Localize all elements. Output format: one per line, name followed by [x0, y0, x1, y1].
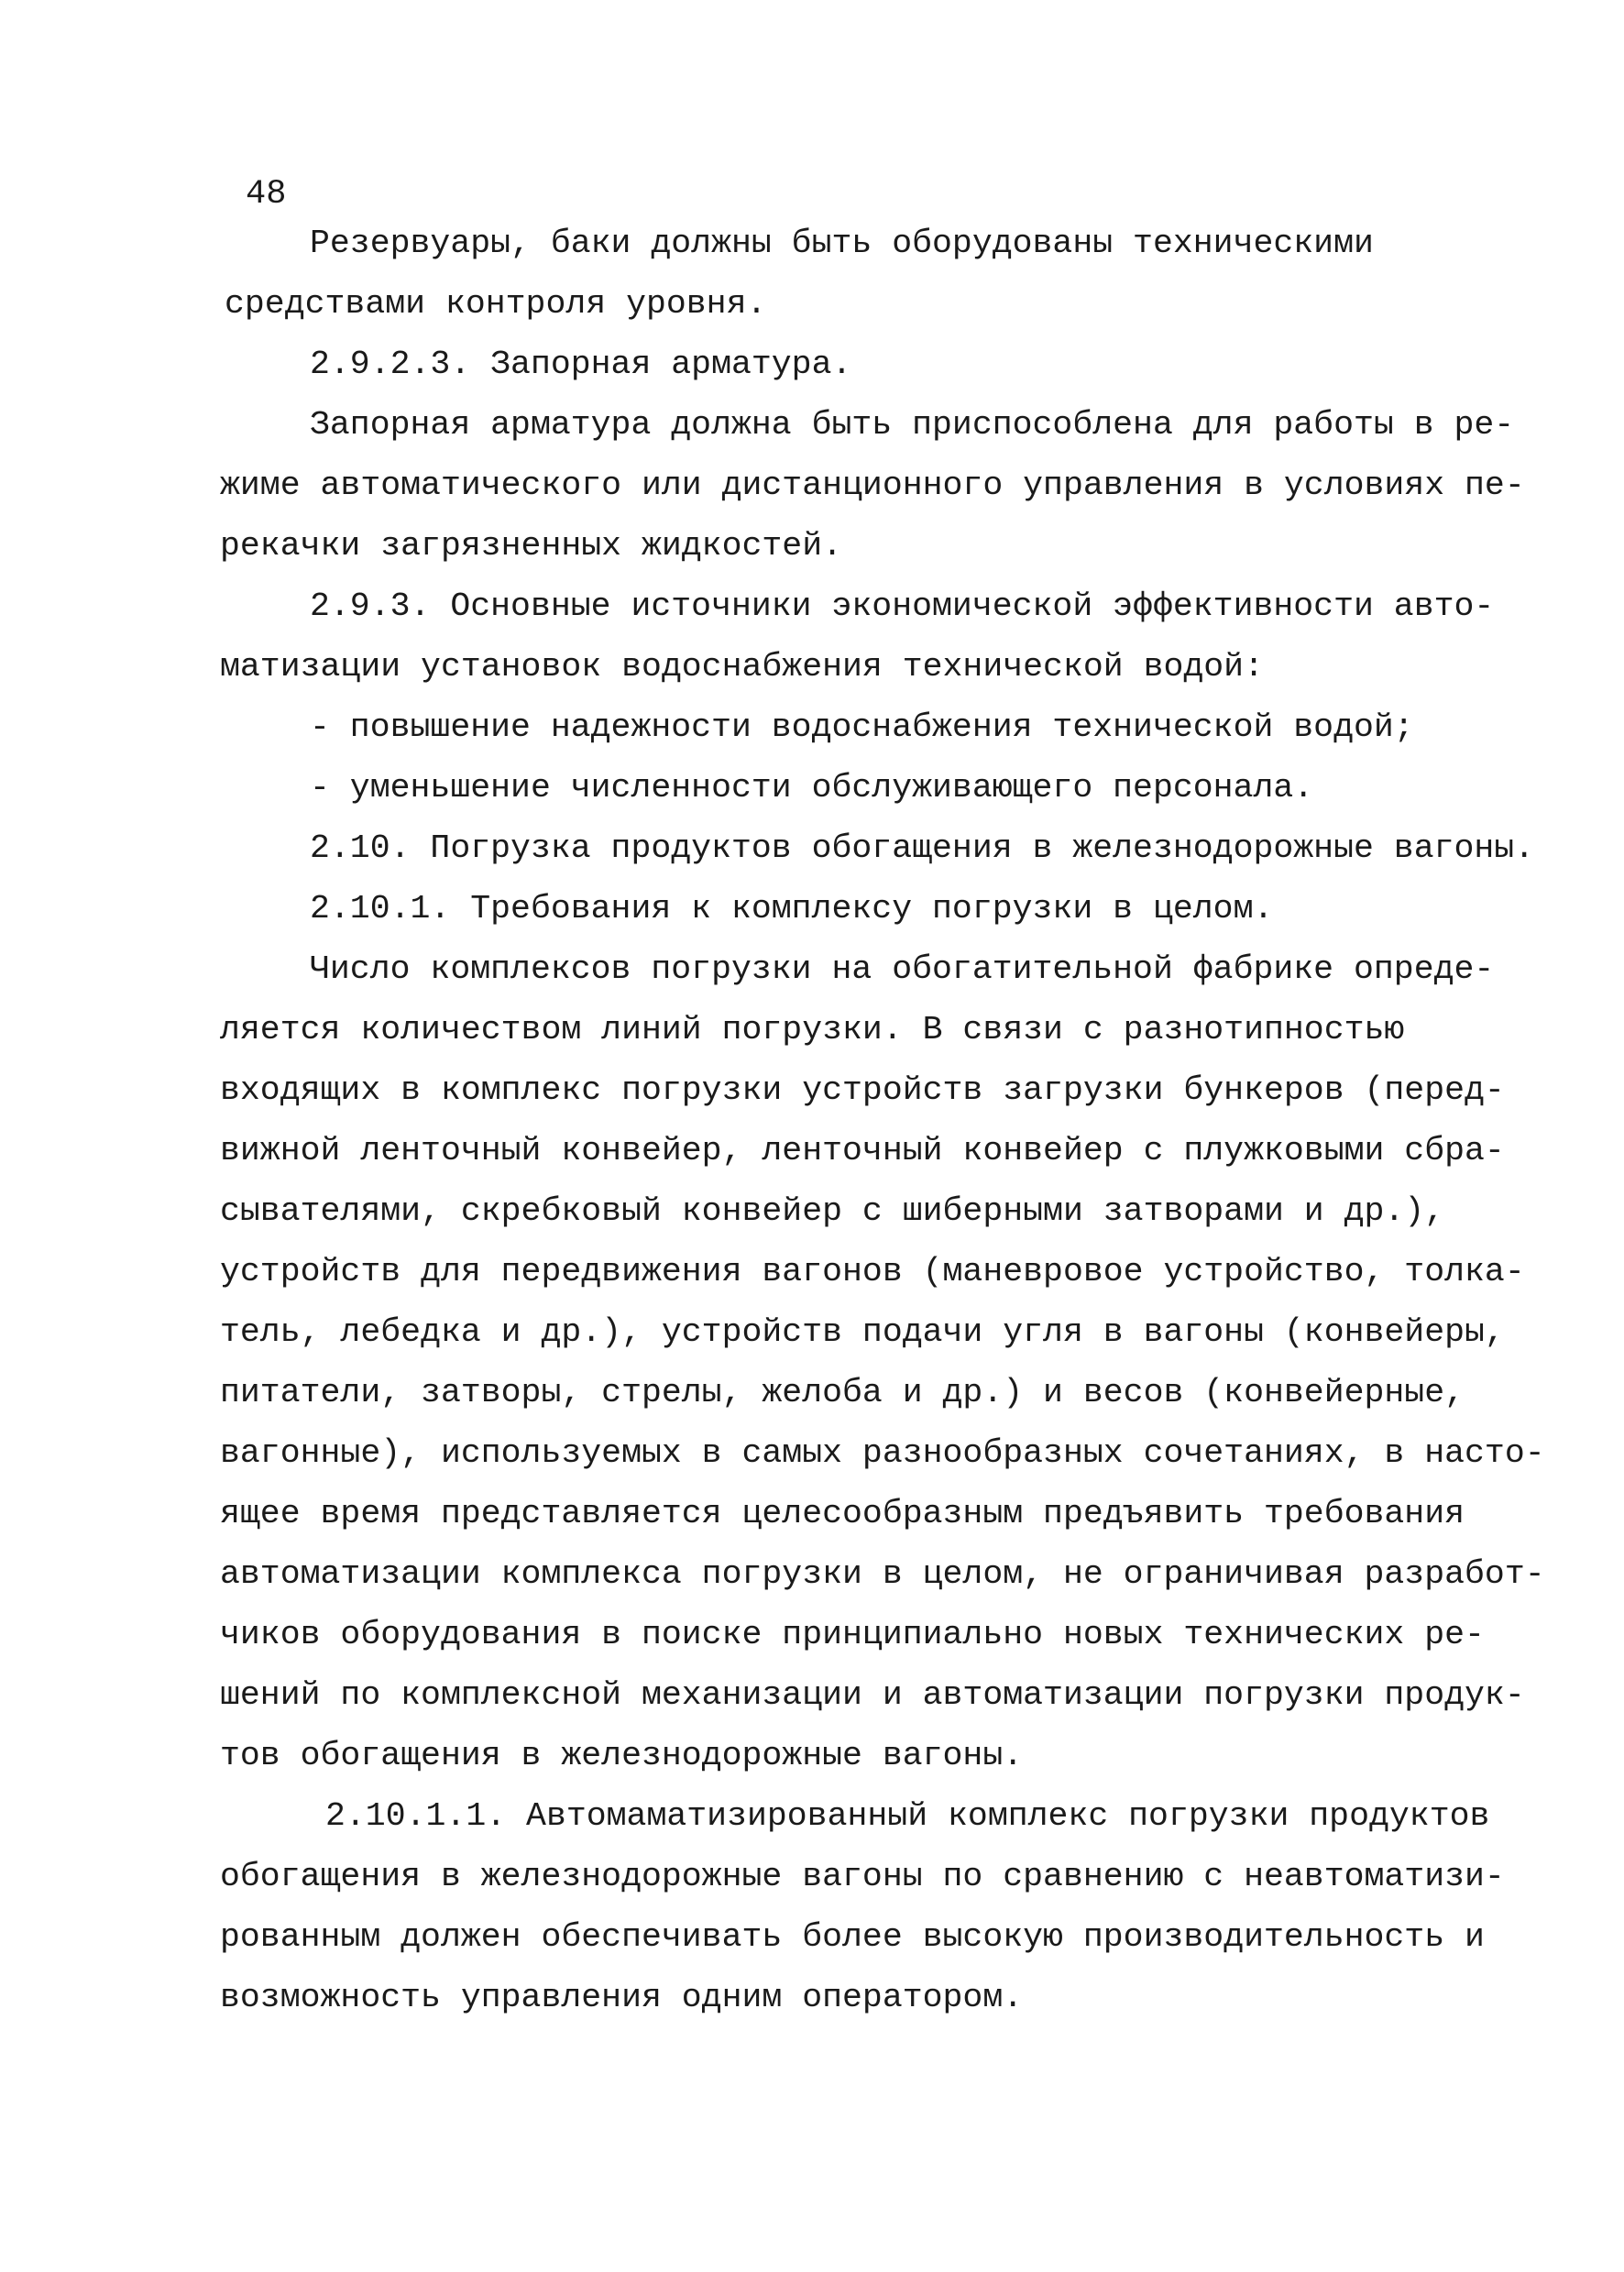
- text-line-28: обогащения в железнодорожные вагоны по сравнению с неавтоматизи-: [220, 1858, 1505, 1895]
- text-line-5: жиме автоматического или дистанционного управления в условиях пе-: [220, 466, 1525, 504]
- text-line-4: Запорная арматура должна быть приспособлена для работы в ре-: [310, 406, 1515, 444]
- section-heading-2-10-1: 2.10.1. Требования к комплексу погрузки в целом.: [310, 890, 1274, 927]
- text-line-1: Резервуары, баки должны быть оборудованы техническими: [310, 225, 1374, 262]
- section-heading-2-9-2-3: 2.9.2.3. Запорная арматура.: [310, 346, 852, 383]
- text-line-18: устройств для передвижения вагонов (маневровое устройство, толка-: [220, 1253, 1525, 1290]
- text-line-6: рекачки загрязненных жидкостей.: [220, 527, 843, 565]
- text-line-25: шений по комплексной механизации и автоматизации погрузки продук-: [220, 1676, 1525, 1714]
- text-line-8: матизации установок водоснабжения технической водой:: [220, 648, 1264, 686]
- list-item-1: - повышение надежности водоснабжения технической водой;: [310, 708, 1414, 746]
- text-line-30: возможность управления одним оператором.: [220, 1979, 1024, 2016]
- text-line-17: сывателями, скребковый конвейер с шиберными затворами и др.),: [220, 1192, 1445, 1230]
- section-heading-2-10: 2.10. Погрузка продуктов обогащения в железнодорожные вагоны.: [310, 829, 1535, 867]
- text-line-15: входящих в комплекс погрузки устройств загрузки бункеров (перед-: [220, 1071, 1505, 1109]
- text-line-23: автоматизации комплекса погрузки в целом, не ограничивая разработ-: [220, 1555, 1545, 1593]
- text-line-13: Число комплексов погрузки на обогатительной фабрике опреде-: [310, 950, 1495, 988]
- text-line-26: тов обогащения в железнодорожные вагоны.: [220, 1737, 1024, 1774]
- text-line-14: ляется количеством линий погрузки. В связи с разнотипностью: [220, 1011, 1405, 1048]
- text-line-29: рованным должен обеспечивать более высокую производительность и: [220, 1918, 1485, 1956]
- text-line-21: вагонные), используемых в самых разнообразных сочетаниях, в насто-: [220, 1434, 1545, 1472]
- section-heading-2-9-3: 2.9.3. Основные источники экономической эффективности авто-: [310, 587, 1495, 625]
- list-item-2: - уменьшение численности обслуживающего персонала.: [310, 769, 1314, 807]
- section-heading-2-10-1-1: 2.10.1.1. Автомаматизированный комплекс погрузки продуктов: [325, 1797, 1490, 1835]
- text-line-24: чиков оборудования в поиске принципиально новых технических ре-: [220, 1616, 1485, 1653]
- page-number: 48: [246, 175, 287, 214]
- text-line-19: тель, лебедка и др.), устройств подачи угля в вагоны (конвейеры,: [220, 1313, 1505, 1351]
- text-line-16: вижной ленточный конвейер, ленточный конвейер с плужковыми сбра-: [220, 1132, 1505, 1169]
- text-line-20: питатели, затворы, стрелы, желоба и др.) и весов (конвейерные,: [220, 1374, 1465, 1411]
- text-line-22: ящее время представляется целесообразным предъявить требования: [220, 1495, 1465, 1532]
- text-line-2: средствами контроля уровня.: [225, 285, 767, 323]
